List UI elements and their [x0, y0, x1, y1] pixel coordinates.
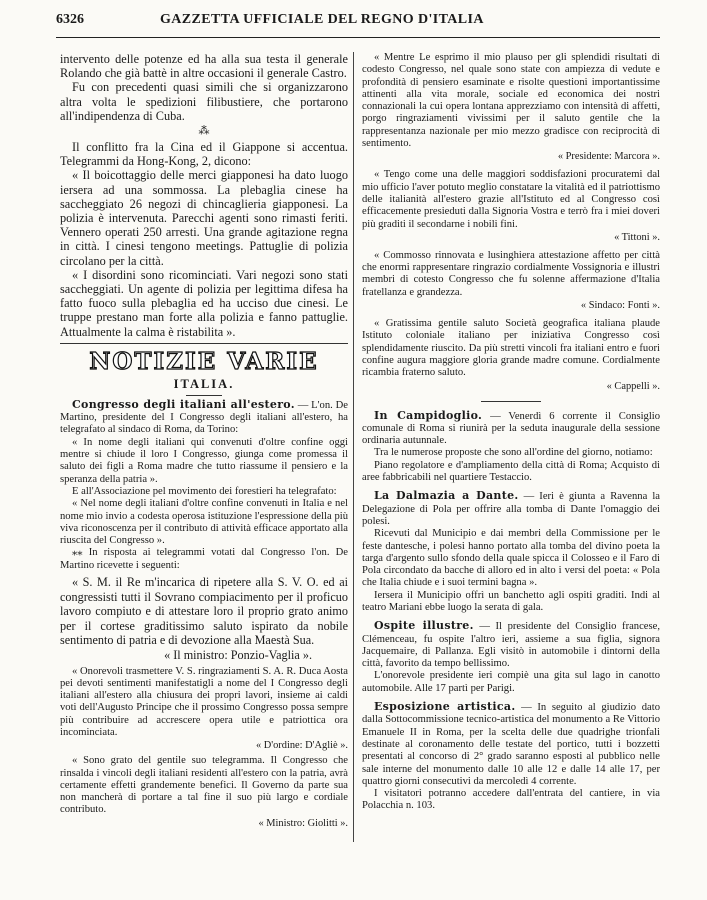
- small-rule: [186, 395, 222, 396]
- signature-giolitti: « Ministro: Giolitti ».: [258, 817, 348, 829]
- congresso-title: Congresso degli italiani all'estero.: [72, 397, 295, 411]
- paragraph: Piano regolatore e d'ampliamento della città di Roma; Acquisto di aree fabbricabili nel quartiere Testaccio.: [362, 459, 660, 484]
- paragraph: « Nel nome degli italiani d'oltre confine convenuti in Italia e nel nome mio invio a codesta operosa istituzione l'espressione della più viva riconoscenza per il contributo di attività efficace apportato alla riuscita del Congresso ».: [60, 498, 348, 547]
- left-column: [60, 52, 348, 830]
- paragraph: « Commosso rinnovata e lusinghiera attestazione affetto per città che enormi rappresentare ringrazio cordialmente Vossignoria e illustri membri di cotesto Congresso che fu solenne affermazione d'Italia fratellanza e grandezza.: [362, 249, 660, 298]
- section-stars: ⁂: [198, 125, 210, 138]
- esposizione-intro: — In seguito al giudizio dato dalla Sottocommissione tecnico-artistica del monumento a Re Vittorio Emanuele II in Roma, per la scelta delle due quadrighe trionfali destinate al coronamento delle testate del portico, tutti i bozzetti presentati al concorso di 2° grado saranno esposti al pubblico nelle sale interne del monumento dalle 10 alle 12 e dalle 14 alle 17, per quattro giorni consecutivi da mercoledì 4 corrente.: [362, 702, 660, 787]
- paragraph: Ricevuti dal Municipio e dai membri della Commissione per le feste dantesche, i polesi hanno portato alla tomba del divino poeta la targa d'argento sullo sfondo della quale spicca il Colosseo e il Faro di Pola circondato da bacche di alloro ed in alto i versi del poeta: « Pola che Italia chiude e i suoi termini bagna ».: [362, 528, 660, 589]
- paragraph: « Tengo come una delle maggiori soddisfazioni procuratemi dal mio ufficio l'aver potuto meglio constatare la vitalità ed il patriottismo delle italianità all'estero grazie all'Istituto ed al Congresso così efficacemente presieduti dalla Signoria Vostra e terrò fra i miei doveri più graditi il secondarne i nobili fini.: [362, 169, 660, 230]
- paragraph: I visitatori potranno accedere dall'entrata del cantiere, in via Polacchia n. 103.: [362, 788, 660, 812]
- paragraph: « S. M. il Re m'incarica di ripetere alla S. V. O. ed ai congressisti tutti il Sovrano compiacimento per il proficuo lavoro compiuto e di attestare loro il proprio grato animo per il cortese graditissimo saluto ispirato da nobile sentimento di patria e di devozione alla Maestà Sua.: [60, 575, 348, 648]
- congresso-article: [60, 399, 348, 437]
- column-divider: [353, 52, 354, 842]
- signature-tittoni: « Tittoni ».: [614, 231, 660, 243]
- page-header: [56, 12, 660, 34]
- section-rule: [60, 343, 348, 344]
- paragraph: L'onorevole presidente ieri compiè una gita sul lago in canotto automobile. Alle 17 partì per Parigi.: [362, 670, 660, 694]
- paragraph: « Gratissima gentile saluto Società geografica italiana plaude Istituto coloniale italiano per iniziativa Congresso così splendidamente riuscito. Da più stretti vincoli fra italiani entro e fuori confine augura maggiore gloria grande madre comune. Cordialmente ricambia fraterno saluto.: [362, 318, 660, 379]
- running-title: GAZZETTA UFFICIALE DEL REGNO D'ITALIA: [160, 12, 484, 27]
- paragraph: « I disordini sono ricominciati. Vari negozi sono stati saccheggiati. Un agente di polizia per legittima difesa ha fatto fuoco sulla plebaglia ed ha ucciso due cinesi. Le truppe prestano man forte alla polizia e fanno pattuglie. Attualmente la calma è ristabilita ».: [60, 267, 348, 339]
- signature-ponzio-vaglia: « Il ministro: Ponzio-Vaglia ».: [164, 647, 312, 662]
- dalmazia-title: La Dalmazia a Dante.: [374, 489, 519, 503]
- paragraph: Il conflitto fra la Cina ed il Giappone si accentua. Telegrammi da Hong-Kong, 2, dicono:: [60, 140, 348, 169]
- campidoglio-intro: — Venerdì 6 corrente il Consiglio comunale di Roma si riunirà per la seduta inaugurale della sessione ordinaria autunnale.: [362, 410, 660, 447]
- campidoglio-article: [362, 410, 660, 448]
- paragraph: intervento delle potenze ed ha alla sua testa il generale Rolando che già battè in altre occasioni il generale Castro.: [60, 52, 348, 81]
- italia-heading: ITALIA.: [173, 376, 235, 391]
- ospite-title: Ospite illustre.: [374, 619, 474, 633]
- signature-dagliè: « D'ordine: D'Agliè ».: [255, 740, 348, 752]
- signature-cappelli: « Cappelli ».: [606, 380, 660, 392]
- paragraph: E all'Associazione pel movimento dei forestieri ha telegrafato:: [72, 485, 337, 497]
- signature-fonti: « Sindaco: Fonti ».: [580, 300, 660, 312]
- campidoglio-title: In Campidoglio.: [374, 408, 483, 422]
- ospite-intro: — Il presidente del Consiglio francese, Clémenceau, fu ospite l'altro ieri, assieme a sua figlia, signora Jacquemaire, di Pallanza. Egli visitò in automobile i dintorni della città, favorito da tempo bellissimo.: [362, 621, 660, 670]
- paragraph: « Onorevoli trasmettere V. S. ringraziamenti S. A. R. Duca Aosta pei devoti sentimenti manifestatigli a nome del I Congresso degli italiani all'estero alla chiusura dei propri lavori, insieme ai caldi voti dell'Augusto Principe che il prossimo Congresso possa sempre più contribuire ad accrescere opera utile e patriottica ora incominciata.: [60, 665, 348, 738]
- paragraph: « Mentre Le esprimo il mio plauso per gli splendidi risultati di codesto Congresso, nel quale sono state con ampiezza di vedute e profondità di pensiero esaminate e risolte questioni importantissime attinenti alla vita morale, sociale ed economica dei nostri connazionali la cui opera lontana apprezziamo con intensità di affetti, porgo ringraziamenti vivissimi per il saluto gentile che la rappresentanza nazionale per mio mezzo gradisce con reciprocità di sentimento.: [362, 52, 660, 150]
- separator-rule: [481, 401, 541, 402]
- ospite-article: [362, 620, 660, 670]
- signature-marcora: « Presidente: Marcora ».: [557, 151, 660, 163]
- header-rule: [56, 37, 660, 38]
- congresso-intro: — L'on. De Martino, presidente del I Congresso degli italiani all'estero, ha telegrafato al sindaco di Roma, da Torino:: [60, 399, 348, 436]
- notizie-varie-title: NOTIZIE VARIE: [89, 347, 319, 375]
- notizie-varie-heading: [60, 348, 348, 375]
- paragraph: « Sono grato del gentile suo telegramma. Il Congresso che rinsalda i vincoli degli italiani residenti all'estero con la patria, avrà certamente effetti grandemente benefici. Il Governo da parte sua non mancherà di portare a tal fine il suo più largo e cordiale contributo.: [60, 755, 348, 816]
- esposizione-article: [362, 701, 660, 788]
- paragraph: « Il boicottaggio delle merci giapponesi ha dato luogo iersera ad una sommossa. La plebaglia cinese ha saccheggiato 26 negozi di chincaglieria giapponesi. La polizia è intervenuta. Parecchi agenti sono rimasti feriti. Vennero operati 250 arresti. Una grande agitazione regna in città. I cinesi tengono meetings. Pattuglie di polizia circolano per la città.: [60, 168, 348, 268]
- esposizione-title: Esposizione artistica.: [374, 700, 516, 714]
- paragraph: « In nome degli italiani qui convenuti d'oltre confine oggi mentre si chiude il loro I Congresso, giunga come promessa il saluto dei figli a Roma madre che tutto riassume il pensiero e la speranza della patria ».: [60, 436, 348, 485]
- right-column: [362, 52, 660, 813]
- paragraph: Tra le numerose proposte che sono all'ordine del giorno, notiamo:: [374, 447, 653, 459]
- page-number: 6326: [56, 12, 84, 27]
- paragraph: Fu con precedenti quasi simili che si organizzarono altra volta le spedizioni filibustiere, che portarono all'indipendenza di Cuba.: [60, 80, 348, 123]
- dalmazia-article: [362, 490, 660, 528]
- dalmazia-intro: — Ieri è giunta a Ravenna la Delegazione di Pola per offrire alla tomba di Dante l'omaggio dei polesi.: [362, 491, 660, 527]
- paragraph: Iersera il Municipio offrì un banchetto agli ospiti graditi. Indi al teatro Mariani ebbe luogo la serata di gala.: [362, 589, 660, 613]
- paragraph: ⁎⁎ In risposta ai telegrammi votati dal Congresso l'on. De Martino ricevette i seguenti:: [60, 547, 348, 571]
